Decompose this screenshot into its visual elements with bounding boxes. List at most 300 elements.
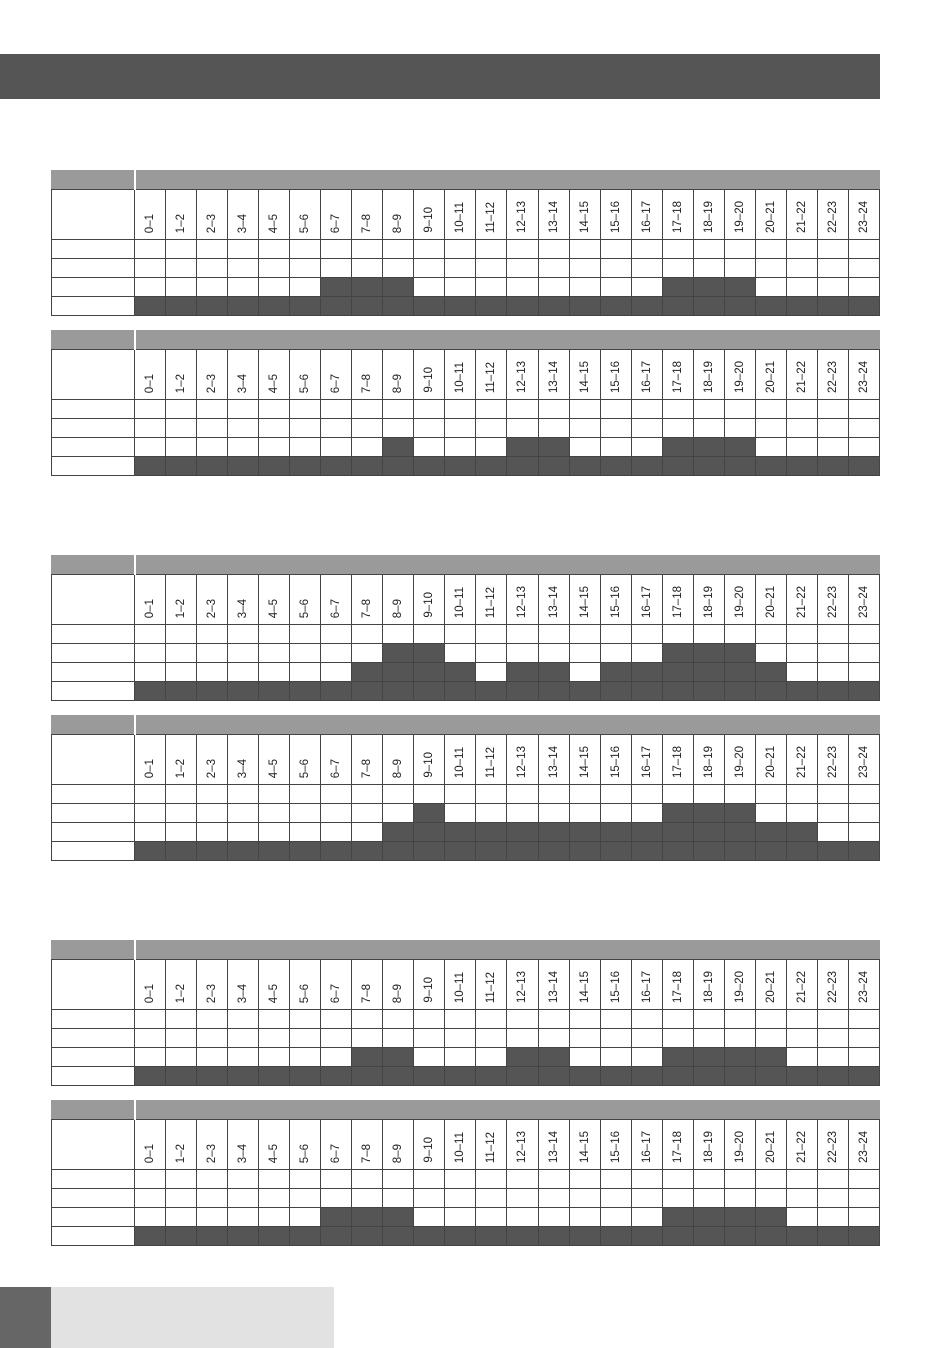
hour-header [135,960,166,1010]
hour-header [259,350,290,400]
hour-label: 12–13 [516,201,529,233]
hour-label: 22–23 [826,746,839,778]
hour-cell-filled [321,1067,352,1086]
hour-header [383,735,414,785]
hour-cell-empty [445,419,476,438]
row-label [52,1189,135,1208]
hour-cell-empty [817,663,848,682]
hour-cell-filled [476,842,507,861]
hour-cell-filled [662,682,693,701]
hour-label: 16–17 [640,361,653,393]
table-row [52,804,880,823]
hour-label: 4–5 [268,213,281,233]
hour-cell-empty [197,400,228,419]
hour-cell-filled [352,457,383,476]
hour-cell-empty [135,1029,166,1048]
hour-cell-empty [383,1170,414,1189]
hour-cell-empty [848,625,879,644]
hour-cell-empty [755,1029,786,1048]
hour-cell-empty [848,1048,879,1067]
hour-header [197,350,228,400]
table-title-row [52,331,880,350]
hour-cell-empty [631,400,662,419]
hour-cell-filled [476,823,507,842]
hour-cell-empty [755,1170,786,1189]
hour-label: 9–10 [423,977,436,1003]
hour-label: 0–1 [144,1143,157,1163]
hour-label: 0–1 [144,373,157,393]
hour-cell-empty [383,240,414,259]
hour-header [693,960,724,1010]
table-title-row [52,1101,880,1120]
hour-label: 17–18 [671,201,684,233]
hour-label: 14–15 [578,971,591,1003]
hour-cell-empty [383,1189,414,1208]
hour-cell-filled [724,823,755,842]
hour-cell-empty [352,1029,383,1048]
hour-label: 4–5 [268,598,281,618]
hour-cell-empty [445,1189,476,1208]
hour-cell-filled [662,297,693,316]
hour-cell-filled [786,682,817,701]
hour-label: 8–9 [392,983,405,1003]
hour-cell-empty [786,785,817,804]
hour-header [724,735,755,785]
hour-cell-empty [476,785,507,804]
hour-cell-filled [600,663,631,682]
hour-header [290,735,321,785]
hour-cell-empty [290,663,321,682]
hour-cell-filled [290,1067,321,1086]
hour-label: 13–14 [547,361,560,393]
hour-cell-empty [538,419,569,438]
hour-label: 8–9 [392,213,405,233]
table-title-row [52,171,880,190]
hour-cell-filled [817,682,848,701]
page-header-bar [0,54,880,99]
hour-header [507,960,538,1010]
hour-cell-empty [507,259,538,278]
hour-cell-filled [228,1227,259,1246]
hour-header [166,350,197,400]
hour-header [755,1120,786,1170]
hour-cell-filled [848,842,879,861]
hour-cell-filled [445,1067,476,1086]
hour-label: 6–7 [330,373,343,393]
hour-cell-filled [662,1227,693,1246]
hour-cell-empty [135,1189,166,1208]
hour-cell-empty [166,240,197,259]
hour-header [290,350,321,400]
hour-cell-empty [569,1208,600,1227]
hour-header [631,350,662,400]
hour-cell-filled [383,457,414,476]
hour-cell-empty [197,1010,228,1029]
hour-cell-filled [600,457,631,476]
hour-cell-empty [321,438,352,457]
hour-cell-empty [786,1029,817,1048]
hour-label: 19–20 [733,1131,746,1163]
hour-cell-empty [321,1170,352,1189]
hour-label: 23–24 [857,1131,870,1163]
hour-header [166,190,197,240]
table-title-label-cell [52,171,135,190]
hour-cell-empty [166,1208,197,1227]
hour-cell-empty [786,259,817,278]
hour-cell-filled [259,297,290,316]
hour-cell-filled [693,644,724,663]
hour-cell-empty [383,400,414,419]
schedule-table [51,1100,880,1246]
hour-label: 19–20 [733,586,746,618]
hour-label: 2–3 [206,373,219,393]
hour-cell-empty [631,644,662,663]
row-label [52,419,135,438]
hour-cell-filled [538,1227,569,1246]
hour-cell-filled [693,438,724,457]
hour-cell-empty [693,625,724,644]
hour-cell-empty [197,1208,228,1227]
hour-cell-filled [755,457,786,476]
hour-cell-empty [228,1170,259,1189]
hour-cell-empty [476,1170,507,1189]
hour-cell-filled [197,682,228,701]
table-row [52,1170,880,1189]
table-title-row [52,556,880,575]
hour-cell-filled [166,297,197,316]
hour-cell-empty [724,1170,755,1189]
hour-cell-filled [476,1227,507,1246]
hour-header [383,575,414,625]
hour-cell-empty [538,1029,569,1048]
hour-label: 4–5 [268,1143,281,1163]
hour-cell-empty [817,1029,848,1048]
hour-cell-empty [848,1208,879,1227]
hour-cell-filled [817,1067,848,1086]
hour-cell-empty [476,804,507,823]
hour-cell-empty [135,663,166,682]
hour-cell-empty [135,1010,166,1029]
hour-header [600,575,631,625]
schedule-table [51,555,880,701]
hour-cell-empty [538,240,569,259]
hour-cell-filled [848,1227,879,1246]
hour-label: 3–4 [237,598,250,618]
hour-label: 1–2 [175,213,188,233]
hour-cell-filled [569,297,600,316]
hour-cell-filled [817,842,848,861]
table-title-cell [135,716,880,735]
hour-cell-filled [166,682,197,701]
hour-label: 13–14 [547,201,560,233]
hour-cell-empty [507,419,538,438]
hour-cell-empty [259,419,290,438]
hour-cell-empty [476,259,507,278]
hour-label: 17–18 [671,971,684,1003]
row-label [52,438,135,457]
hour-label: 20–21 [764,1131,777,1163]
hour-cell-empty [786,1189,817,1208]
hour-cell-empty [538,400,569,419]
hour-label: 3–4 [237,983,250,1003]
hour-label: 19–20 [733,746,746,778]
schedule-table [51,940,880,1086]
hour-cell-empty [352,259,383,278]
hour-cell-empty [569,785,600,804]
hour-cell-empty [383,419,414,438]
hour-header [724,190,755,240]
hour-cell-empty [197,804,228,823]
hour-cell-filled [507,663,538,682]
hour-cell-empty [445,1010,476,1029]
hour-cell-filled [135,1227,166,1246]
hour-cell-filled [259,1227,290,1246]
hour-label: 22–23 [826,971,839,1003]
hour-cell-empty [228,625,259,644]
footer-page-block [0,1287,51,1348]
hour-cell-empty [724,1010,755,1029]
hour-label: 2–3 [206,758,219,778]
hour-cell-filled [197,1067,228,1086]
hour-cell-empty [352,240,383,259]
hour-cell-empty [197,419,228,438]
hour-cell-empty [600,1010,631,1029]
hour-cell-empty [414,625,445,644]
hour-label: 21–22 [795,1131,808,1163]
hour-cell-empty [259,1048,290,1067]
hour-cell-empty [197,785,228,804]
hour-cell-empty [631,259,662,278]
hour-cell-empty [383,259,414,278]
hour-cell-empty [352,644,383,663]
hour-cell-empty [259,259,290,278]
table-row [52,842,880,861]
hour-cell-empty [476,644,507,663]
hour-cell-empty [476,438,507,457]
hour-cell-filled [693,278,724,297]
hour-header [507,350,538,400]
hour-cell-filled [383,842,414,861]
hour-cell-empty [352,1189,383,1208]
hour-label: 15–16 [609,201,622,233]
table-row [52,240,880,259]
hour-cell-filled [538,1067,569,1086]
hour-label: 18–19 [702,971,715,1003]
hour-cell-empty [600,1208,631,1227]
hour-cell-empty [352,1170,383,1189]
hour-cell-empty [228,240,259,259]
hour-cell-empty [755,625,786,644]
hour-header [507,1120,538,1170]
hour-cell-empty [662,625,693,644]
hour-cell-empty [445,625,476,644]
hour-header [228,350,259,400]
hour-cell-empty [631,240,662,259]
hour-label: 16–17 [640,586,653,618]
hour-label: 12–13 [516,361,529,393]
hour-label: 6–7 [330,758,343,778]
hour-cell-empty [848,663,879,682]
hour-cell-empty [290,278,321,297]
hour-cell-empty [755,1010,786,1029]
hour-cell-empty [693,1029,724,1048]
table-row [52,1029,880,1048]
hour-cell-filled [693,1048,724,1067]
hour-cell-empty [383,1010,414,1029]
hour-cell-filled [414,842,445,861]
hour-cell-filled [383,644,414,663]
hour-cell-empty [290,1170,321,1189]
table-row [52,1067,880,1086]
hour-cell-filled [352,842,383,861]
hour-header [538,575,569,625]
hour-cell-empty [321,1010,352,1029]
table-row [52,682,880,701]
hour-header [755,350,786,400]
hour-cell-filled [724,644,755,663]
hour-cell-empty [135,804,166,823]
hour-label: 7–8 [361,598,374,618]
hour-header [476,1120,507,1170]
hour-header [538,350,569,400]
hour-header [476,350,507,400]
hour-label: 11–12 [485,971,498,1003]
hour-cell-empty [817,419,848,438]
hour-cell-empty [569,1170,600,1189]
row-label-header [52,575,135,625]
hours-header-row [52,350,880,400]
hour-cell-filled [321,278,352,297]
hour-cell-empty [724,625,755,644]
hour-cell-empty [693,419,724,438]
hour-cell-filled [383,438,414,457]
hour-cell-empty [662,259,693,278]
hour-cell-filled [414,682,445,701]
hour-cell-filled [352,1048,383,1067]
schedule-table [51,330,880,476]
hour-header [600,1120,631,1170]
hour-label: 21–22 [795,971,808,1003]
hour-cell-empty [631,419,662,438]
hour-cell-empty [135,438,166,457]
hour-cell-empty [538,1189,569,1208]
hour-header [445,190,476,240]
hour-header [817,1120,848,1170]
hour-cell-filled [600,1227,631,1246]
hour-cell-empty [569,259,600,278]
hour-header [259,190,290,240]
hour-cell-empty [569,400,600,419]
hour-cell-empty [507,1029,538,1048]
hour-label: 17–18 [671,361,684,393]
hour-header [290,575,321,625]
hour-label: 23–24 [857,971,870,1003]
hour-cell-filled [724,682,755,701]
row-label [52,1048,135,1067]
hour-label: 10–11 [454,971,467,1003]
hour-label: 10–11 [454,1131,467,1163]
hour-cell-filled [724,1048,755,1067]
hour-label: 1–2 [175,1143,188,1163]
table-title-label-cell [52,716,135,735]
hour-cell-empty [476,1010,507,1029]
hour-cell-empty [569,438,600,457]
row-label-header [52,1120,135,1170]
table-row [52,625,880,644]
hour-cell-filled [724,842,755,861]
hour-header [290,1120,321,1170]
hour-header [848,735,879,785]
hour-cell-filled [414,644,445,663]
table-row [52,644,880,663]
hour-cell-empty [321,419,352,438]
hour-cell-empty [693,1189,724,1208]
hour-cell-empty [290,1029,321,1048]
hour-cell-filled [724,457,755,476]
hour-cell-empty [538,1010,569,1029]
hour-header [445,960,476,1010]
hour-cell-empty [166,1048,197,1067]
hour-cell-empty [290,1208,321,1227]
hour-cell-filled [693,297,724,316]
hour-cell-empty [321,663,352,682]
hour-cell-filled [724,297,755,316]
hour-cell-empty [662,400,693,419]
hour-label: 14–15 [578,746,591,778]
hour-header [414,1120,445,1170]
hour-label: 8–9 [392,1143,405,1163]
hour-cell-empty [228,1048,259,1067]
hour-cell-empty [569,804,600,823]
hour-label: 7–8 [361,1143,374,1163]
hour-header [445,575,476,625]
hour-cell-empty [817,823,848,842]
hour-label: 20–21 [764,971,777,1003]
hour-cell-empty [197,1048,228,1067]
hour-cell-empty [848,419,879,438]
hour-cell-empty [507,625,538,644]
hour-cell-empty [631,438,662,457]
hour-cell-empty [352,823,383,842]
hour-cell-empty [755,419,786,438]
hour-cell-filled [383,297,414,316]
hour-header [321,960,352,1010]
hour-label: 14–15 [578,361,591,393]
hour-header [538,960,569,1010]
hour-cell-empty [228,823,259,842]
hour-header [848,350,879,400]
hour-cell-empty [600,1048,631,1067]
hour-cell-empty [507,1208,538,1227]
hour-label: 17–18 [671,746,684,778]
hour-label: 17–18 [671,1131,684,1163]
hour-label: 6–7 [330,213,343,233]
hour-cell-empty [476,663,507,682]
hour-header [166,735,197,785]
hour-cell-filled [228,842,259,861]
hour-label: 22–23 [826,586,839,618]
hour-cell-empty [507,1010,538,1029]
hour-cell-empty [848,1029,879,1048]
hour-label: 23–24 [857,361,870,393]
hour-cell-empty [631,1189,662,1208]
hour-cell-empty [600,278,631,297]
hour-cell-empty [848,278,879,297]
hour-cell-empty [569,240,600,259]
hour-cell-empty [414,419,445,438]
hour-cell-filled [538,297,569,316]
hour-cell-empty [228,1189,259,1208]
